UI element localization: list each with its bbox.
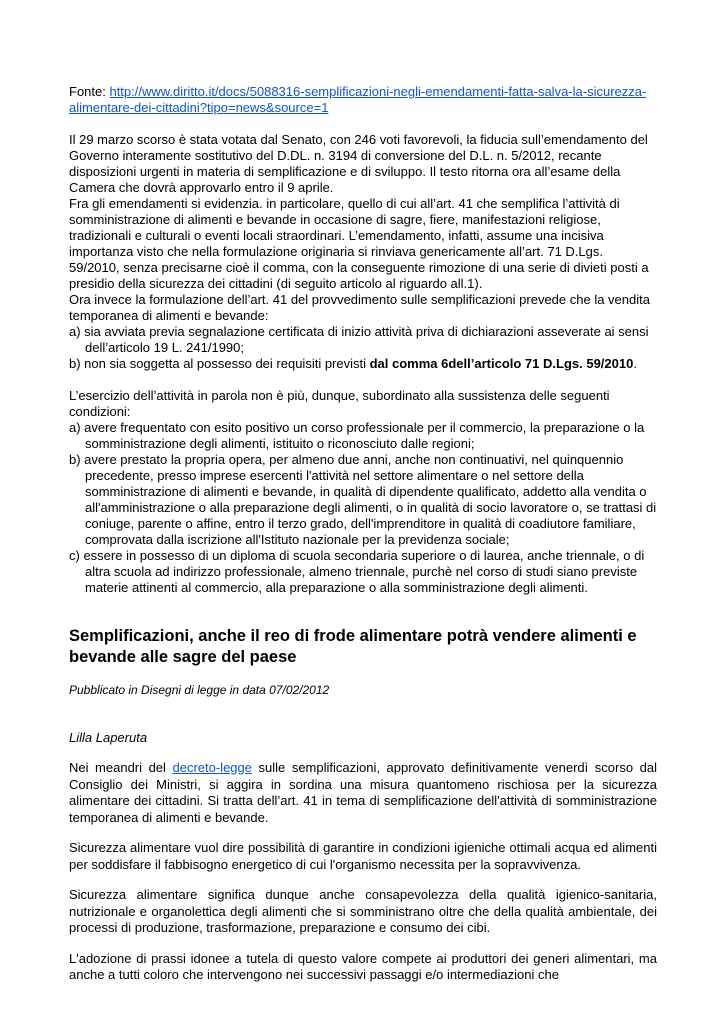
intro-paragraph-3: Ora invece la formulazione dell’art. 41 del provvedimento sulle semplificazioni prevede che la vendita temporanea di alimenti e bevande: [69, 292, 650, 323]
article-paragraph-4: L'adozione di prassi idonee a tutela di questo valore compete ai produttori dei generi alimentari, ma anche a tutti coloro che intervengono nei successivi passaggi e/o intermediazioni che [69, 950, 657, 982]
source-line [69, 84, 657, 116]
condition-item-b: b) avere prestato la propria opera, per almeno due anni, anche non continuativi, nel quinquennio precedente, presso imprese esercenti l'attività nel settore alimentare o nel settore della somministrazione di alimenti e bevande, in qualità di dipendente qualificato, addetto alla vendita o all'amministrazione o alla preparazione degli alimenti, o in qualità di socio lavoratore o, se trattasi di coniuge, parente o affine, entro il terzo grado, dell'imprenditore in qualità di coadiutore familiare, comprovata dalla iscrizione all'Istituto nazionale per la previdenza sociale; [69, 452, 657, 547]
intro-item-b-end: . [633, 356, 637, 371]
source-link[interactable]: http://www.diritto.it/docs/5088316-semplificazioni-negli-emendamenti-fatta-salva-la-sicurezza-alimentare-dei-cittadini?tipo=news&source=1 [69, 84, 647, 115]
article-paragraph-1 [69, 760, 657, 826]
conditions-intro: L’esercizio dell’attività in parola non è più, dunque, subordinato alla sussistenza delle seguenti condizioni: [69, 388, 610, 419]
article-paragraph-3: Sicurezza alimentare significa dunque anche consapevolezza della qualità igienico-sanitaria, nutrizionale e organolettica degli alimenti che si somministrano oltre che della qualità ambientale, dei processi di produzione, trasformazione, preparazione e consumo dei cibi. [69, 887, 657, 935]
intro-paragraph-1: Il 29 marzo scorso è stata votata dal Senato, con 246 voti favorevoli, la fiducia sull’emendamento del Governo interamente sostitutivo del D.DL. n. 3194 di conversione del D.L. n. 5/2012, recante disposizioni urgenti in materia di semplificazione e di sviluppo. Il testo ritorna ora all’esame della Camera che dovrà approvarlo entro il 9 aprile. [69, 132, 648, 195]
article-author: Lilla Laperuta [69, 730, 148, 745]
intro-item-b [69, 356, 657, 372]
intro-section [69, 132, 657, 372]
intro-item-b-bold: dal comma 6dell’articolo 71 D.Lgs. 59/2010 [369, 356, 634, 371]
article-p1-after: sulle semplificazioni, approvato definitivamente venerdì scorso dal Consiglio dei Ministri, si aggira in sordina una misura quantomeno rischiosa per la sicurezza alimentare dei cittadini. Si tratta dell’art. 41 in tema di semplificazione dell'attività di somministrazione temporanea di alimenti e bevande. [69, 760, 658, 825]
intro-paragraph-2: Fra gli emendamenti si evidenzia. in particolare, quello di cui all’art. 41 che semplifica l’attività di somministrazione di alimenti e bevande in occasione di sagre, fiere, manifestazioni religiose, tradizionali e culturali o eventi locali straordinari. L’emendamento, infatti, assume una incisiva importanza visto che nella formulazione originaria si rinviava genericamente all’art. 71 D.Lgs. 59/2010, senza precisarne cioè il comma, con la conseguente rimozione di una serie di divieti posti a presidio della sicurezza dei cittadini (di seguito articolo al riguardo all.1). [69, 196, 649, 291]
decreto-legge-link[interactable]: decreto-legge [172, 760, 252, 775]
article-published: Pubblicato in Disegni di legge in data 07/02/2012 [69, 683, 330, 697]
condition-item-c: c) essere in possesso di un diploma di scuola secondaria superiore o di laurea, anche triennale, o di altra scuola ad indirizzo professionale, almeno triennale, purchè nel corso di studi siano previste materie attinenti al commercio, alla preparazione o alla somministrazione degli alimenti. [69, 548, 645, 595]
article-paragraph-2: Sicurezza alimentare vuol dire possibilità di garantire in condizioni igieniche ottimali acqua ed alimenti per soddisfare il fabbisogno energetico di cui l'organismo necessita per la sopravvivenza. [69, 840, 657, 872]
source-label: Fonte: [69, 84, 110, 99]
condition-item-a: a) avere frequentato con esito positivo un corso professionale per il commercio, la preparazione o la somministrazione degli alimenti, istituito o riconosciuto dalle regioni; [69, 420, 645, 451]
article-p1-before: Nei meandri del [69, 760, 173, 775]
intro-item-b-text: b) non sia soggetta al possesso dei requisiti previsti [69, 356, 370, 371]
conditions-section [69, 388, 657, 596]
article-title: Semplificazioni, anche il reo di frode alimentare potrà vendere alimenti e bevande alle sagre del paese [69, 627, 637, 666]
intro-item-a: a) sia avviata previa segnalazione certificata di inizio attività priva di dichiarazioni asseverate ai sensi dell’articolo 19 L. 241/1990; [69, 324, 649, 355]
article-body [69, 760, 657, 984]
document-page [69, 84, 657, 998]
